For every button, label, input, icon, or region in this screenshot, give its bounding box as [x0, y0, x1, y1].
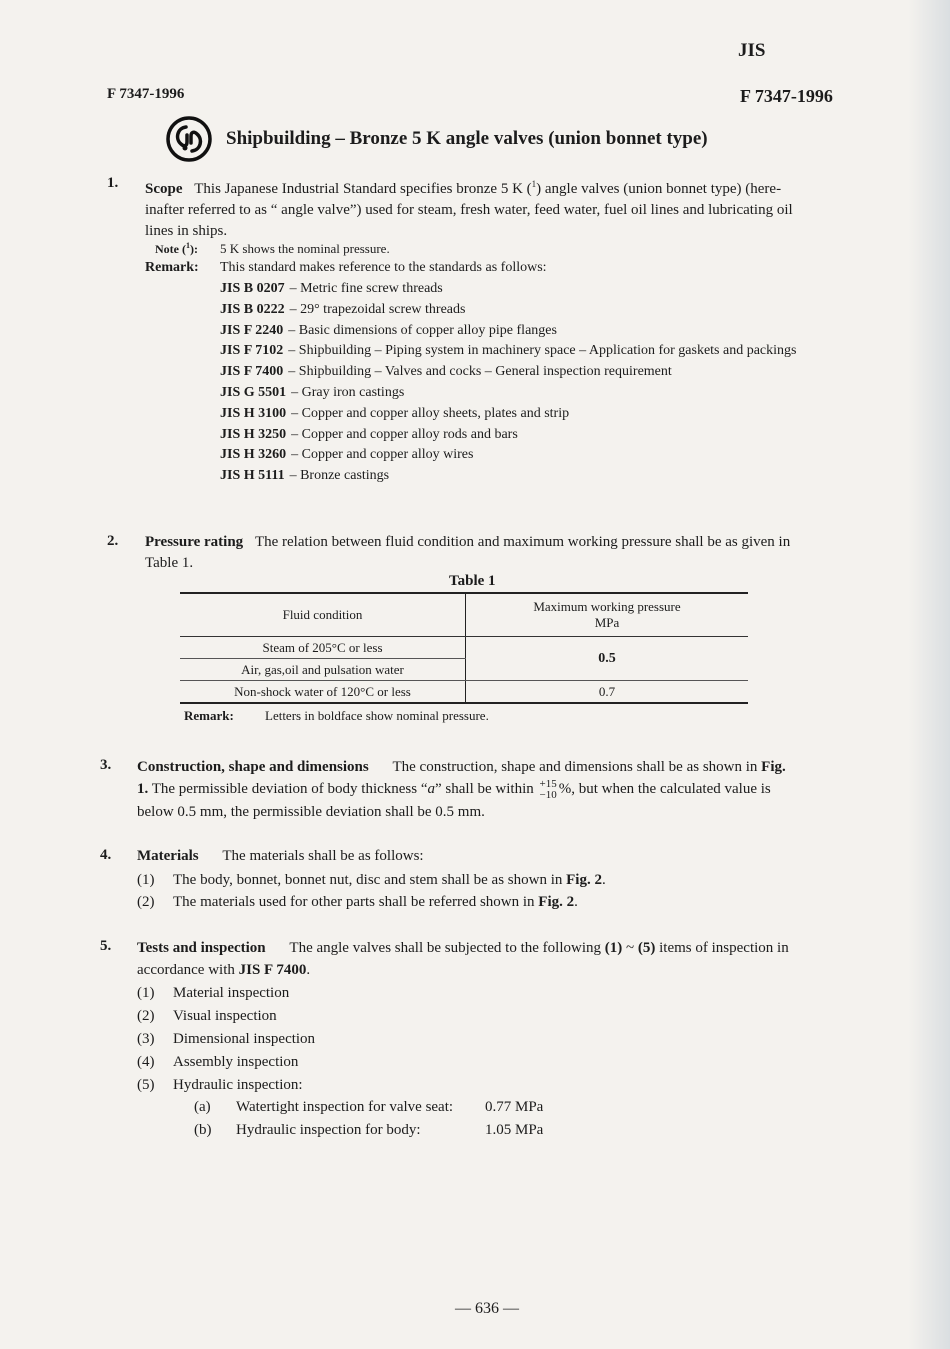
inspection-item — [137, 1006, 277, 1027]
section-2-number: 2. — [107, 533, 119, 549]
table-remark-text: Letters in boldface show nominal pressure. — [265, 708, 489, 723]
section-1-paragraph — [145, 174, 847, 242]
reference-description: – Copper and copper alloy sheets, plates and strip — [291, 405, 570, 421]
table-value-row-3: 0.7 — [598, 683, 616, 699]
inspection-item-label: Hydraulic inspection: — [173, 1077, 303, 1093]
inspection-item-number: (3) — [137, 1031, 155, 1047]
section-4-text: The materials shall be as follows: — [222, 848, 424, 864]
reference-code: JIS B 0222 — [220, 301, 285, 317]
section-4-intro — [137, 846, 424, 867]
section-3-line-3: below 0.5 mm, the permissible deviation shall be 0.5 mm. — [137, 803, 485, 820]
reference-item — [220, 468, 389, 484]
reference-item — [220, 281, 443, 297]
inspection-item — [137, 983, 290, 1004]
reference-code: JIS H 3100 — [220, 405, 287, 421]
inspection-item — [137, 1075, 303, 1096]
footnote-ref-1: 1 — [531, 179, 537, 189]
section-4-heading: Materials — [137, 848, 199, 864]
standard-code-left: F 7347-1996 — [107, 86, 185, 102]
reference-code: JIS B 0207 — [220, 281, 285, 296]
section-1-heading: Scope — [145, 181, 183, 197]
reference-code: JIS H 3260 — [220, 447, 287, 463]
reference-description: – Basic dimensions of copper alloy pipe flanges — [288, 322, 557, 338]
section-2-paragraph — [145, 532, 847, 574]
reference-code: JIS G 5501 — [220, 385, 287, 400]
reference-item — [220, 406, 569, 422]
section-3-paragraph — [137, 756, 849, 823]
page-edge-shadow — [908, 0, 950, 1349]
section-1-line-3: lines in ships. — [145, 223, 228, 239]
reference-item — [220, 323, 557, 339]
inspection-sub-b: (b) Hydraulic inspection for body: 1.05 MPa — [194, 1122, 544, 1138]
inspection-item-number: (2) — [137, 1008, 155, 1024]
inspection-item-label: Dimensional inspection — [173, 1031, 316, 1047]
standard-code-right: F 7347-1996 — [740, 86, 833, 106]
inspection-item — [137, 1029, 316, 1050]
table-row-3-fluid: Non-shock water of 120°C or less — [180, 681, 466, 704]
note-1 — [155, 240, 390, 258]
table-value-nominal: 0.5 — [466, 637, 749, 681]
inspection-item-number: (1) — [137, 985, 155, 1001]
section-3-heading: Construction, shape and dimensions — [137, 759, 369, 775]
reference-code: JIS F 7400 — [220, 364, 284, 380]
table-1-caption: Table 1 — [449, 573, 496, 589]
reference-code: JIS F 2240 — [220, 322, 284, 338]
reference-item — [220, 447, 473, 463]
section-1-text-a: This Japanese Industrial Standard specifies bronze 5 K ( — [194, 181, 532, 197]
remark-label: Remark: — [145, 260, 199, 275]
reference-description: – Shipbuilding – Valves and cocks – General inspection requirement — [288, 364, 672, 380]
section-5-paragraph: Tests and inspection The angle valves shall be subjected to the following (1) ~ (5) items of inspection in accordance with JIS F 7400. — [137, 940, 789, 978]
materials-item-2: (2) The materials used for other parts shall be referred shown in Fig. 2. — [137, 894, 578, 910]
inspection-item-number: (5) — [137, 1077, 155, 1093]
inspection-item-label: Assembly inspection — [173, 1054, 299, 1070]
jis-logo-icon — [165, 115, 213, 163]
reference-description: – Shipbuilding – Piping system in machinery space – Application for gaskets and packings — [288, 343, 797, 359]
reference-item — [220, 343, 797, 359]
section-1-text-b: ) angle valves (union bonnet type) (here- — [536, 181, 782, 197]
section-2-heading: Pressure rating — [145, 534, 244, 550]
note-label: Note ($^1$): — [155, 241, 198, 256]
reference-code: JIS H 3250 — [220, 426, 287, 442]
reference-code: JIS F 7102 — [220, 343, 284, 359]
reference-description: – Bronze castings — [289, 468, 390, 484]
table-row-2-fluid: Air, gas,oil and pulsation water — [180, 659, 466, 681]
jis-mark-text: JIS — [738, 40, 766, 61]
reference-item — [220, 427, 518, 443]
materials-item-1: (1) The body, bonnet, bonnet nut, disc and stem shall be as shown in Fig. 2. — [137, 872, 606, 888]
section-5-text-a: The angle valves shall be subjected to the following — [289, 940, 601, 956]
section-5-heading: Tests and inspection — [137, 940, 266, 956]
section-1-number: 1. — [107, 175, 119, 191]
inspection-item — [137, 1052, 299, 1073]
section-3-number: 3. — [100, 757, 112, 773]
reference-description: – Gray iron castings — [291, 385, 405, 400]
page-number: — 636 — — [455, 1300, 519, 1317]
jis-f-7400-ref: JIS F 7400 — [238, 962, 307, 978]
section-2-text: The relation between fluid condition and maximum working pressure shall be as given in — [254, 534, 791, 550]
figure-1-ref-num: 1. — [137, 781, 149, 797]
section-1-line-2: inafter referred to as “ angle valve”) used for steam, fresh water, feed water, fuel oil lines and lubricating oil — [145, 202, 793, 218]
table-header-fluid: Fluid condition — [180, 593, 466, 637]
reference-description: – Copper and copper alloy wires — [291, 447, 474, 463]
reference-description: – Copper and copper alloy rods and bars — [291, 426, 518, 442]
inspection-sub-a: (a) Watertight inspection for valve seat: 0.77 MPa — [194, 1099, 544, 1115]
tolerance-fraction: +15 −10 — [539, 777, 557, 801]
document-title: Shipbuilding – Bronze 5 K angle valves (union bonnet type) — [226, 128, 708, 149]
section-3-text: The construction, shape and dimensions shall be as shown in — [392, 759, 758, 775]
note-text: 5 K shows the nominal pressure. — [220, 241, 390, 256]
reference-item — [220, 385, 404, 401]
figure-1-ref: Fig. — [761, 759, 786, 775]
reference-item — [220, 364, 672, 380]
inspection-item-label: Visual inspection — [173, 1008, 277, 1024]
section-2-line-2: Table 1. — [145, 555, 194, 571]
section-3-text-2a: The permissible deviation of body thickness “ — [151, 781, 428, 797]
table-remark-label: Remark: — [184, 708, 234, 723]
reference-code: JIS H 5111 — [220, 468, 285, 484]
section-3-text-2c: %, but when the calculated value is — [558, 781, 771, 797]
reference-description: – 29° trapezoidal screw threads — [289, 301, 466, 317]
inspection-item-label: Material inspection — [173, 985, 290, 1001]
thickness-symbol: a — [427, 781, 436, 797]
reference-description: – Metric fine screw threads — [289, 281, 443, 296]
reference-item — [220, 302, 465, 318]
section-4-number: 4. — [100, 847, 112, 863]
table-1 — [180, 592, 748, 704]
section-5-number: 5. — [100, 938, 112, 954]
table-row-1-fluid: Steam of 205°C or less — [180, 637, 466, 659]
inspection-item-number: (4) — [137, 1054, 155, 1070]
section-3-text-2b: ” shall be within — [435, 781, 534, 797]
table-header-pressure: Maximum working pressure MPa — [466, 593, 749, 637]
section-5-text-b: items of inspection in — [659, 940, 789, 956]
remark-text: This standard makes reference to the standards as follows: — [220, 260, 547, 275]
